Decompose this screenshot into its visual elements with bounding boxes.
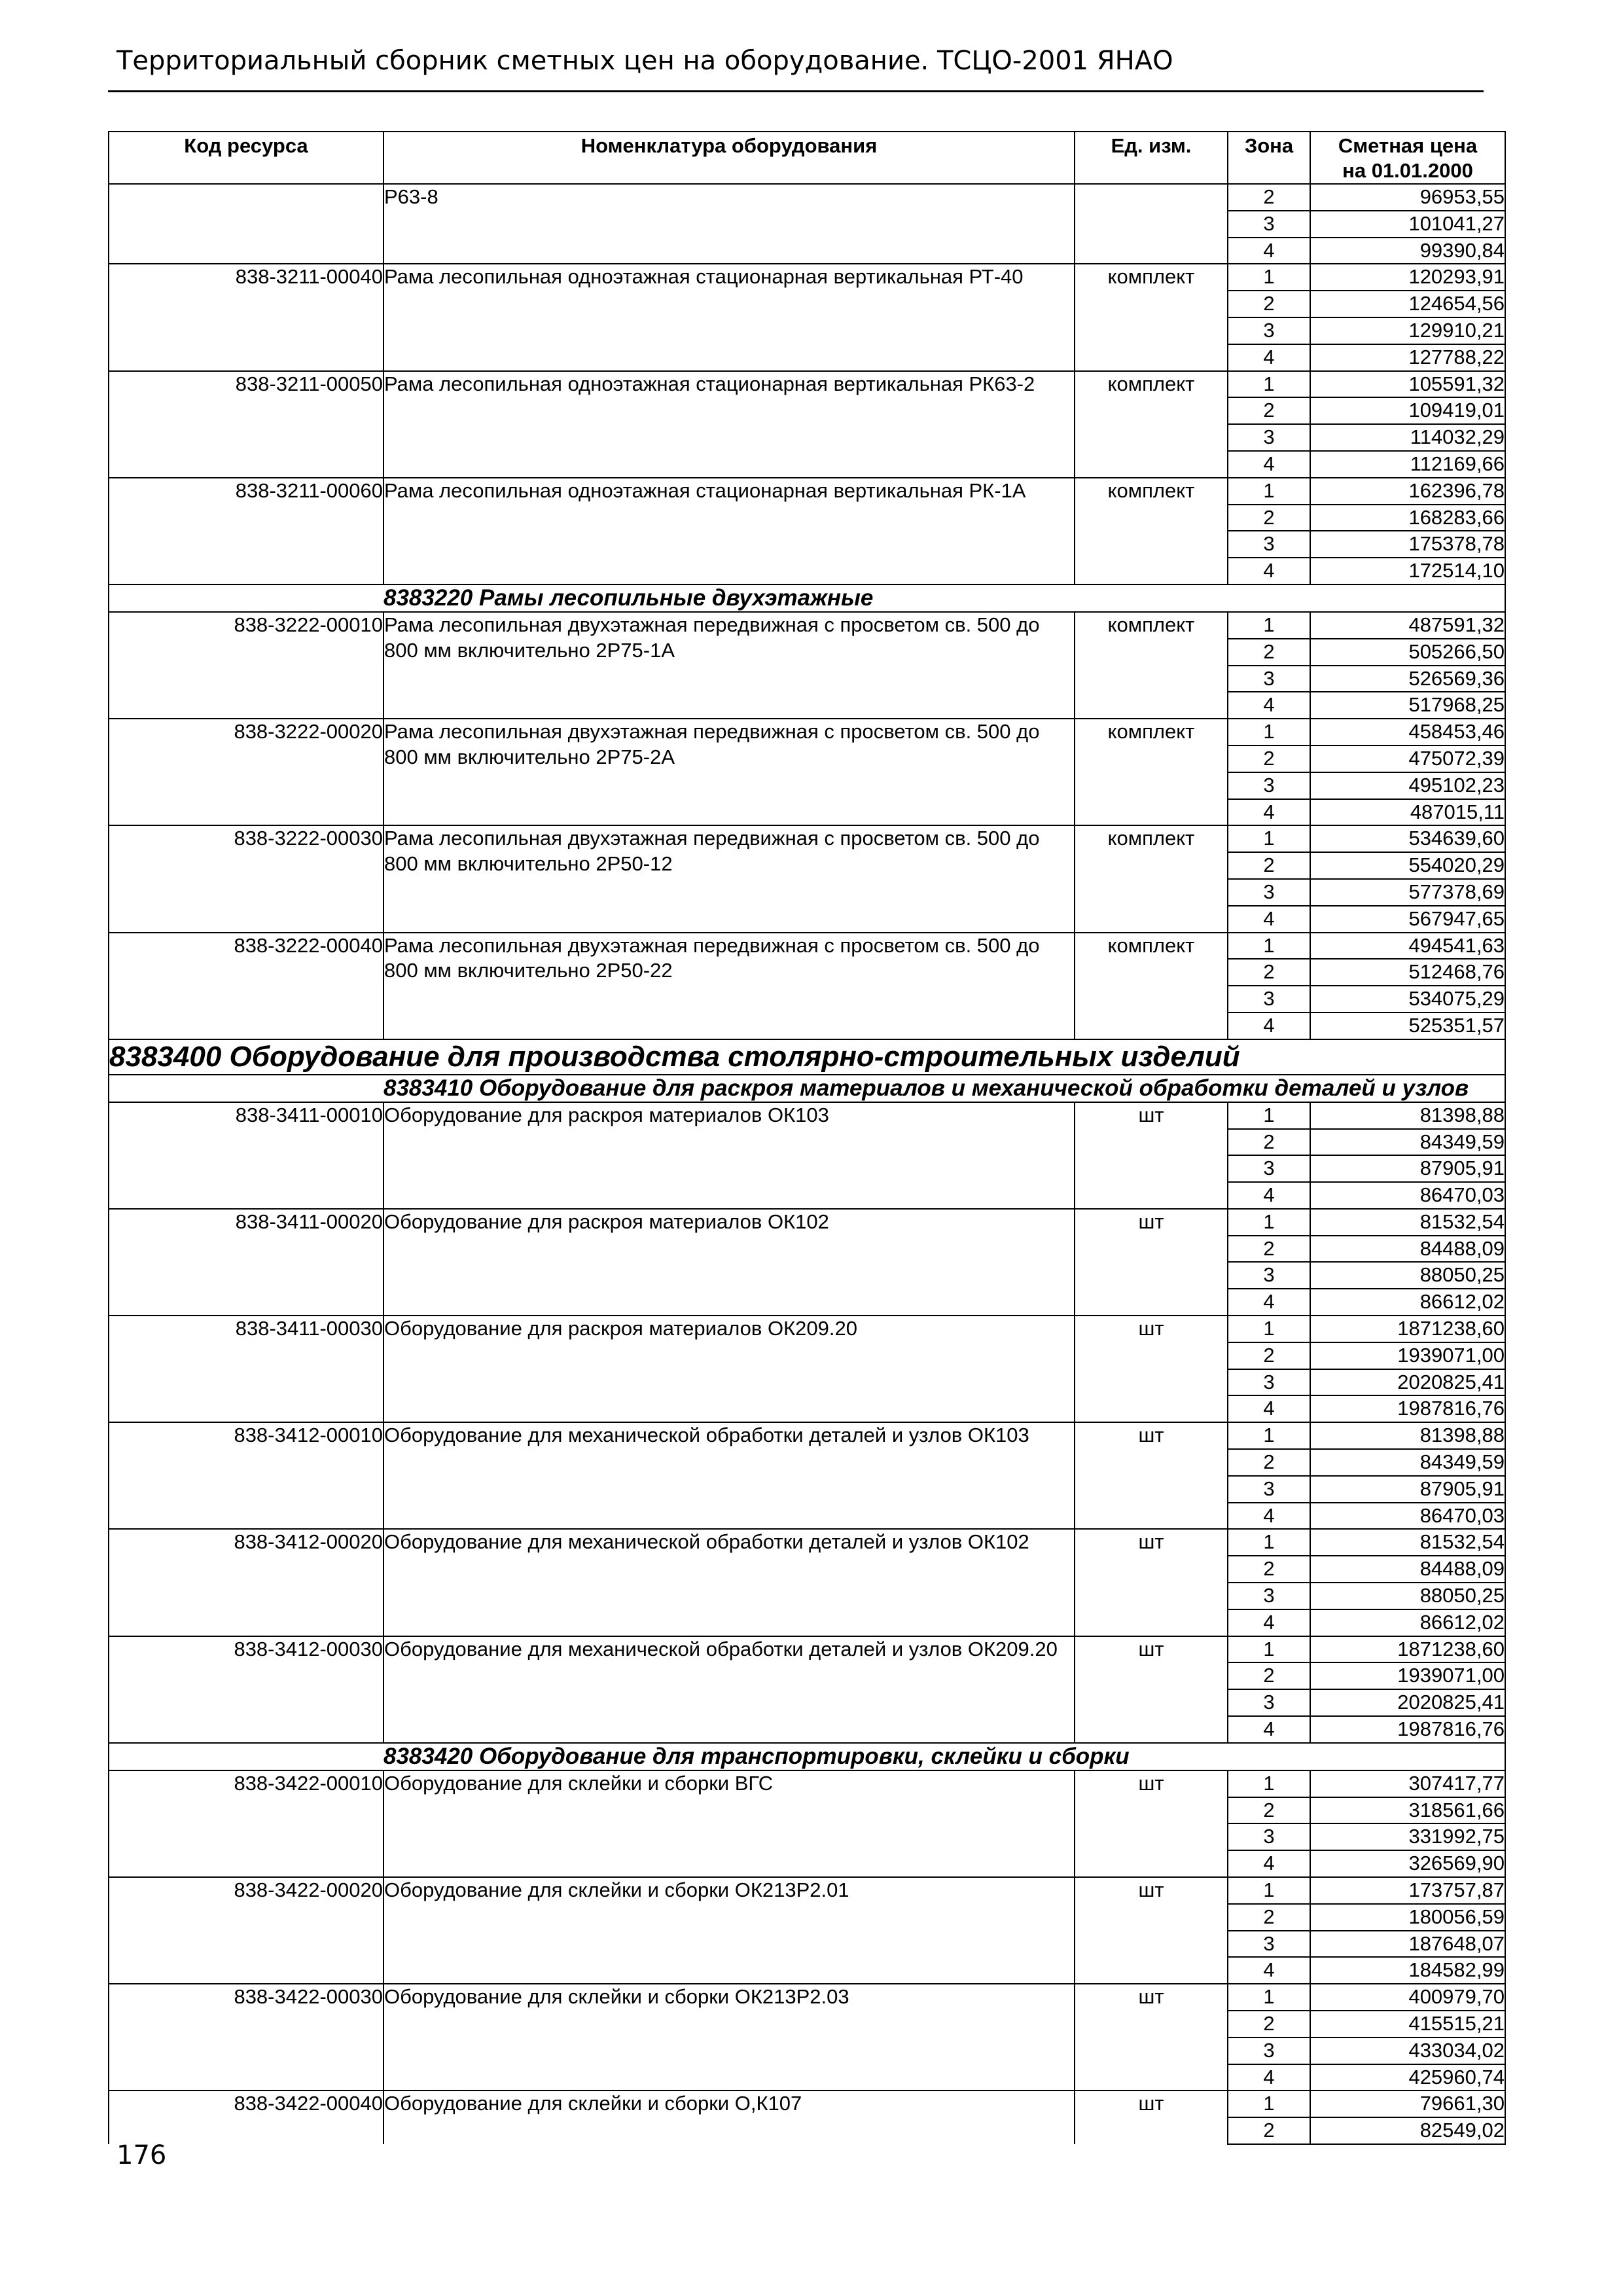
- unit-of-measure: комплект: [1075, 825, 1228, 932]
- price-cell: 554020,29: [1310, 852, 1505, 879]
- unit-of-measure: шт: [1075, 1529, 1228, 1636]
- price-cell: 120293,91: [1310, 264, 1505, 291]
- equipment-name: Оборудование для раскроя материалов ОК103: [383, 1102, 1075, 1209]
- resource-code: 838-3411-00010: [109, 1102, 383, 1209]
- column-header-zone: Зона: [1228, 132, 1310, 184]
- price-cell: 81532,54: [1310, 1529, 1505, 1556]
- resource-code: 838-3411-00030: [109, 1316, 383, 1422]
- zone-cell: 3: [1228, 1262, 1310, 1289]
- resource-code: 838-3411-00020: [109, 1209, 383, 1316]
- zone-cell: 3: [1228, 879, 1310, 906]
- equipment-name: Рама лесопильная одноэтажная стационарная вертикальная РК63-2: [383, 371, 1075, 478]
- unit-of-measure: шт: [1075, 1984, 1228, 2090]
- price-cell: 2020825,41: [1310, 1369, 1505, 1396]
- price-cell: 487015,11: [1310, 799, 1505, 826]
- equipment-name: Р63-8: [383, 184, 1075, 264]
- price-cell: 99390,84: [1310, 238, 1505, 264]
- zone-cell: 2: [1228, 1236, 1310, 1263]
- zone-cell: 3: [1228, 211, 1310, 238]
- price-cell: 307417,77: [1310, 1770, 1505, 1797]
- resource-code: 838-3211-00050: [109, 371, 383, 478]
- equipment-name: Оборудование для склейки и сборки О,К107: [383, 2090, 1075, 2144]
- zone-cell: 2: [1228, 1797, 1310, 1824]
- zone-cell: 1: [1228, 1209, 1310, 1236]
- subgroup-header-spacer: [109, 584, 383, 612]
- price-cell: 105591,32: [1310, 371, 1505, 398]
- unit-of-measure: шт: [1075, 1636, 1228, 1743]
- subgroup-title: 8383220 Рамы лесопильные двухэтажные: [383, 584, 1505, 612]
- subgroup-title: 8383420 Оборудование для транспортировки, склейки и сборки: [383, 1743, 1505, 1770]
- zone-cell: 1: [1228, 2090, 1310, 2117]
- zone-cell: 4: [1228, 451, 1310, 478]
- price-cell: 433034,02: [1310, 2037, 1505, 2064]
- price-cell: 525351,57: [1310, 1013, 1505, 1039]
- zone-cell: 3: [1228, 666, 1310, 692]
- zone-cell: 2: [1228, 745, 1310, 772]
- zone-cell: 2: [1228, 2117, 1310, 2144]
- table-header: [109, 132, 1505, 184]
- price-cell: 534075,29: [1310, 986, 1505, 1013]
- unit-of-measure: комплект: [1075, 612, 1228, 719]
- zone-cell: 4: [1228, 344, 1310, 371]
- price-cell: 187648,07: [1310, 1931, 1505, 1958]
- equipment-name: Рама лесопильная одноэтажная стационарная вертикальная РТ-40: [383, 264, 1075, 370]
- column-header-price-line2: на 01.01.2000: [1342, 159, 1473, 182]
- price-cell: 84349,59: [1310, 1129, 1505, 1156]
- resource-code: 838-3222-00020: [109, 719, 383, 825]
- zone-cell: 3: [1228, 986, 1310, 1013]
- zone-cell: 2: [1228, 639, 1310, 666]
- zone-cell: 4: [1228, 558, 1310, 584]
- table-row: [109, 478, 1505, 505]
- unit-of-measure: комплект: [1075, 264, 1228, 370]
- zone-cell: 3: [1228, 1155, 1310, 1182]
- price-cell: 2020825,41: [1310, 1689, 1505, 1716]
- table-row: [109, 1422, 1505, 1449]
- zone-cell: 1: [1228, 612, 1310, 639]
- price-cell: 1871238,60: [1310, 1316, 1505, 1342]
- zone-cell: 1: [1228, 371, 1310, 398]
- zone-cell: 3: [1228, 772, 1310, 799]
- price-cell: 487591,32: [1310, 612, 1505, 639]
- subgroup-header-spacer: [109, 1075, 383, 1102]
- zone-cell: 4: [1228, 799, 1310, 826]
- price-cell: 175378,78: [1310, 531, 1505, 558]
- table-row: [109, 933, 1505, 960]
- zone-cell: 1: [1228, 478, 1310, 505]
- zone-cell: 4: [1228, 1850, 1310, 1877]
- zone-cell: 4: [1228, 692, 1310, 719]
- resource-code: [109, 184, 383, 264]
- zone-cell: 1: [1228, 1636, 1310, 1663]
- price-cell: 87905,91: [1310, 1476, 1505, 1503]
- zone-cell: 4: [1228, 2064, 1310, 2091]
- zone-cell: 4: [1228, 1957, 1310, 1984]
- table-row: [109, 1636, 1505, 1663]
- resource-code: 838-3222-00010: [109, 612, 383, 719]
- price-cell: 172514,10: [1310, 558, 1505, 584]
- table-row: [109, 1102, 1505, 1129]
- resource-code: 838-3211-00060: [109, 478, 383, 584]
- subgroup-title: 8383410 Оборудование для раскроя материалов и механической обработки деталей и узлов: [383, 1075, 1505, 1102]
- zone-cell: 1: [1228, 264, 1310, 291]
- price-cell: 81398,88: [1310, 1102, 1505, 1129]
- subgroup-header-row: [109, 1743, 1505, 1770]
- zone-cell: 2: [1228, 1342, 1310, 1369]
- zone-cell: 3: [1228, 1689, 1310, 1716]
- page-header-title: Территориальный сборник сметных цен на оборудование. ТСЦО-2001 ЯНАО: [116, 46, 1173, 76]
- column-header-price-line1: Сметная цена: [1338, 134, 1478, 157]
- equipment-name: Рама лесопильная двухэтажная передвижная с просветом св. 500 до 800 мм включительно 2Р50-12: [383, 825, 1075, 932]
- zone-cell: 4: [1228, 1289, 1310, 1316]
- equipment-name: Оборудование для механической обработки деталей и узлов ОК102: [383, 1529, 1075, 1636]
- unit-of-measure: шт: [1075, 1877, 1228, 1984]
- zone-cell: 2: [1228, 852, 1310, 879]
- unit-of-measure: [1075, 184, 1228, 264]
- zone-cell: 1: [1228, 1422, 1310, 1449]
- price-cell: 180056,59: [1310, 1904, 1505, 1931]
- price-cell: 86470,03: [1310, 1182, 1505, 1209]
- column-header-code: Код ресурса: [109, 132, 383, 184]
- table-row: [109, 264, 1505, 291]
- price-cell: 458453,46: [1310, 719, 1505, 745]
- resource-code: 838-3412-00010: [109, 1422, 383, 1529]
- zone-cell: 3: [1228, 531, 1310, 558]
- unit-of-measure: шт: [1075, 1102, 1228, 1209]
- zone-cell: 1: [1228, 1770, 1310, 1797]
- table-row: [109, 184, 1505, 211]
- price-cell: 526569,36: [1310, 666, 1505, 692]
- price-cell: 127788,22: [1310, 344, 1505, 371]
- zone-cell: 2: [1228, 1662, 1310, 1689]
- price-cell: 112169,66: [1310, 451, 1505, 478]
- zone-cell: 4: [1228, 238, 1310, 264]
- price-cell: 81532,54: [1310, 1209, 1505, 1236]
- price-cell: 517968,25: [1310, 692, 1505, 719]
- price-cell: 88050,25: [1310, 1583, 1505, 1609]
- unit-of-measure: шт: [1075, 1209, 1228, 1316]
- unit-of-measure: шт: [1075, 2090, 1228, 2144]
- unit-of-measure: комплект: [1075, 719, 1228, 825]
- zone-cell: 2: [1228, 1449, 1310, 1476]
- resource-code: 838-3412-00030: [109, 1636, 383, 1743]
- price-cell: 505266,50: [1310, 639, 1505, 666]
- unit-of-measure: комплект: [1075, 478, 1228, 584]
- unit-of-measure: шт: [1075, 1316, 1228, 1422]
- zone-cell: 3: [1228, 424, 1310, 451]
- zone-cell: 4: [1228, 1395, 1310, 1422]
- price-cell: 173757,87: [1310, 1877, 1505, 1904]
- price-cell: 331992,75: [1310, 1823, 1505, 1850]
- equipment-name: Оборудование для раскроя материалов ОК209.20: [383, 1316, 1075, 1422]
- equipment-name: Рама лесопильная двухэтажная передвижная с просветом св. 500 до 800 мм включительно 2Р50-22: [383, 933, 1075, 1039]
- zone-cell: 4: [1228, 1013, 1310, 1039]
- price-cell: 162396,78: [1310, 478, 1505, 505]
- price-cell: 1987816,76: [1310, 1716, 1505, 1743]
- equipment-name: Рама лесопильная одноэтажная стационарная вертикальная РК-1А: [383, 478, 1075, 584]
- zone-cell: 2: [1228, 2011, 1310, 2037]
- zone-cell: 1: [1228, 825, 1310, 852]
- equipment-name: Оборудование для склейки и сборки ОК213Р2.03: [383, 1984, 1075, 2090]
- equipment-name: Оборудование для склейки и сборки ВГС: [383, 1770, 1075, 1877]
- price-cell: 475072,39: [1310, 745, 1505, 772]
- zone-cell: 1: [1228, 1316, 1310, 1342]
- price-table: [108, 131, 1506, 2145]
- zone-cell: 2: [1228, 291, 1310, 317]
- price-cell: 84488,09: [1310, 1556, 1505, 1583]
- price-cell: 1987816,76: [1310, 1395, 1505, 1422]
- zone-cell: 3: [1228, 2037, 1310, 2064]
- price-cell: 96953,55: [1310, 184, 1505, 211]
- zone-cell: 4: [1228, 1182, 1310, 1209]
- equipment-name: Оборудование для механической обработки деталей и узлов ОК209.20: [383, 1636, 1075, 1743]
- zone-cell: 3: [1228, 317, 1310, 344]
- zone-cell: 3: [1228, 1823, 1310, 1850]
- equipment-name: Оборудование для склейки и сборки ОК213Р2.01: [383, 1877, 1075, 1984]
- zone-cell: 4: [1228, 1609, 1310, 1636]
- price-cell: 1871238,60: [1310, 1636, 1505, 1663]
- resource-code: 838-3222-00040: [109, 933, 383, 1039]
- unit-of-measure: шт: [1075, 1770, 1228, 1877]
- zone-cell: 3: [1228, 1476, 1310, 1503]
- price-cell: 109419,01: [1310, 397, 1505, 424]
- column-header-name: Номенклатура оборудования: [383, 132, 1075, 184]
- header-rule: [108, 90, 1484, 92]
- price-cell: 415515,21: [1310, 2011, 1505, 2037]
- price-cell: 84488,09: [1310, 1236, 1505, 1263]
- equipment-name: Оборудование для механической обработки деталей и узлов ОК103: [383, 1422, 1075, 1529]
- equipment-name: Рама лесопильная двухэтажная передвижная с просветом св. 500 до 800 мм включительно 2Р75-2А: [383, 719, 1075, 825]
- price-cell: 495102,23: [1310, 772, 1505, 799]
- resource-code: 838-3222-00030: [109, 825, 383, 932]
- price-cell: 86470,03: [1310, 1503, 1505, 1530]
- zone-cell: 2: [1228, 505, 1310, 531]
- price-cell: 534639,60: [1310, 825, 1505, 852]
- zone-cell: 2: [1228, 1129, 1310, 1156]
- table-row: [109, 1770, 1505, 1797]
- zone-cell: 1: [1228, 1529, 1310, 1556]
- resource-code: 838-3422-00040: [109, 2090, 383, 2144]
- unit-of-measure: комплект: [1075, 933, 1228, 1039]
- page-number: 176: [116, 2140, 167, 2170]
- price-cell: 79661,30: [1310, 2090, 1505, 2117]
- price-cell: 82549,02: [1310, 2117, 1505, 2144]
- resource-code: 838-3422-00020: [109, 1877, 383, 1984]
- column-header-price: [1310, 132, 1505, 184]
- zone-cell: 2: [1228, 184, 1310, 211]
- zone-cell: 3: [1228, 1931, 1310, 1958]
- price-cell: 318561,66: [1310, 1797, 1505, 1824]
- price-cell: 400979,70: [1310, 1984, 1505, 2011]
- subgroup-header-row: [109, 1075, 1505, 1102]
- price-cell: 84349,59: [1310, 1449, 1505, 1476]
- unit-of-measure: шт: [1075, 1422, 1228, 1529]
- zone-cell: 1: [1228, 1102, 1310, 1129]
- table-row: [109, 1529, 1505, 1556]
- section-header-row: [109, 1039, 1505, 1075]
- zone-cell: 2: [1228, 397, 1310, 424]
- column-header-unit: Ед. изм.: [1075, 132, 1228, 184]
- resource-code: 838-3412-00020: [109, 1529, 383, 1636]
- price-cell: 168283,66: [1310, 505, 1505, 531]
- price-cell: 1939071,00: [1310, 1662, 1505, 1689]
- unit-of-measure: комплект: [1075, 371, 1228, 478]
- zone-cell: 4: [1228, 1716, 1310, 1743]
- resource-code: 838-3422-00010: [109, 1770, 383, 1877]
- price-cell: 326569,90: [1310, 1850, 1505, 1877]
- price-cell: 124654,56: [1310, 291, 1505, 317]
- table-row: [109, 825, 1505, 852]
- price-cell: 81398,88: [1310, 1422, 1505, 1449]
- equipment-name: Рама лесопильная двухэтажная передвижная с просветом св. 500 до 800 мм включительно 2Р75-1А: [383, 612, 1075, 719]
- table-row: [109, 1209, 1505, 1236]
- price-cell: 184582,99: [1310, 1957, 1505, 1984]
- equipment-name: Оборудование для раскроя материалов ОК102: [383, 1209, 1075, 1316]
- price-cell: 494541,63: [1310, 933, 1505, 960]
- price-cell: 114032,29: [1310, 424, 1505, 451]
- resource-code: 838-3422-00030: [109, 1984, 383, 2090]
- table-row: [109, 2090, 1505, 2117]
- table-row: [109, 1877, 1505, 1904]
- zone-cell: 1: [1228, 719, 1310, 745]
- price-cell: 86612,02: [1310, 1289, 1505, 1316]
- price-cell: 101041,27: [1310, 211, 1505, 238]
- price-cell: 567947,65: [1310, 906, 1505, 933]
- resource-code: 838-3211-00040: [109, 264, 383, 370]
- price-cell: 425960,74: [1310, 2064, 1505, 2091]
- zone-cell: 2: [1228, 1904, 1310, 1931]
- table-row: [109, 371, 1505, 398]
- table-body: [109, 184, 1505, 2144]
- zone-cell: 4: [1228, 1503, 1310, 1530]
- table-row: [109, 1316, 1505, 1342]
- zone-cell: 1: [1228, 1877, 1310, 1904]
- table-row: [109, 1984, 1505, 2011]
- zone-cell: 1: [1228, 1984, 1310, 2011]
- price-cell: 88050,25: [1310, 1262, 1505, 1289]
- price-cell: 87905,91: [1310, 1155, 1505, 1182]
- subgroup-header-row: [109, 584, 1505, 612]
- price-cell: 129910,21: [1310, 317, 1505, 344]
- price-cell: 577378,69: [1310, 879, 1505, 906]
- subgroup-header-spacer: [109, 1743, 383, 1770]
- zone-cell: 2: [1228, 959, 1310, 986]
- price-cell: 1939071,00: [1310, 1342, 1505, 1369]
- section-title: 8383400 Оборудование для производства столярно-строительных изделий: [109, 1039, 1505, 1075]
- zone-cell: 1: [1228, 933, 1310, 960]
- zone-cell: 3: [1228, 1583, 1310, 1609]
- table-row: [109, 612, 1505, 639]
- zone-cell: 3: [1228, 1369, 1310, 1396]
- price-cell: 86612,02: [1310, 1609, 1505, 1636]
- price-cell: 512468,76: [1310, 959, 1505, 986]
- zone-cell: 4: [1228, 906, 1310, 933]
- table-row: [109, 719, 1505, 745]
- zone-cell: 2: [1228, 1556, 1310, 1583]
